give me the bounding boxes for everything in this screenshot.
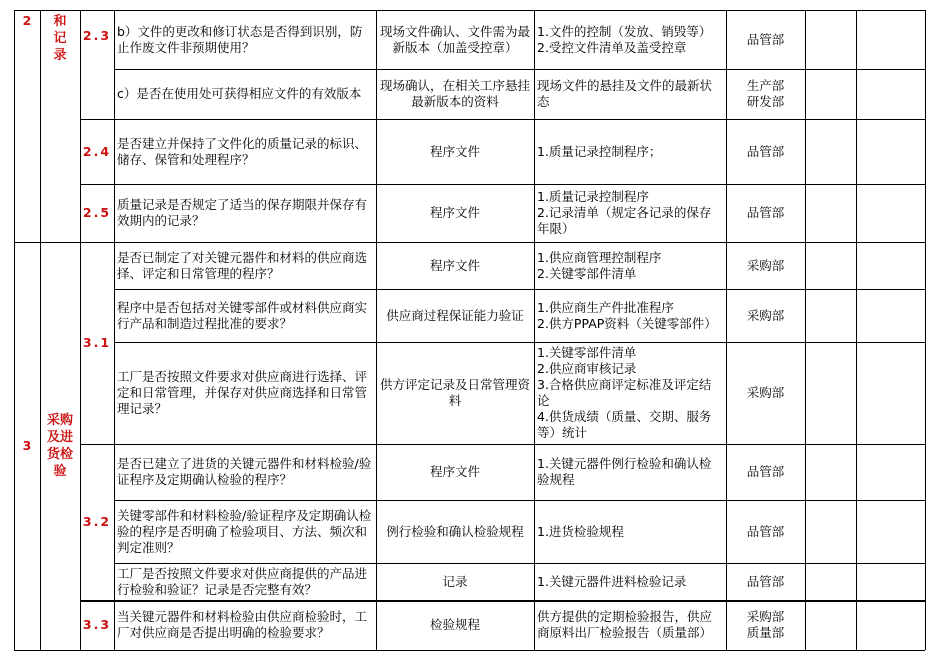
dept-3-1-b: 采购部 [746,307,785,323]
evidence-3-2-b: 1.进货检验规程 [537,523,624,539]
dept-3-2-b: 品管部 [746,523,785,539]
grid-line [114,10,115,650]
empty-cell-a-9 [805,563,856,600]
evidence-3-3: 供方提供的定期检验报告，供应商原料出厂检验报告（质量部） [537,609,713,640]
evidence-3-2-a: 1.关键元器件例行检验和确认检验规程 [537,456,712,487]
dept-2-4: 品管部 [746,143,785,159]
question-2-5: 质量记录是否规定了适当的保存期限并保存有效期内的记录？ [117,197,368,228]
question-3-3: 当关键元器件和材料检验由供应商检验时，工厂对供应商是否提出明确的检验要求？ [117,609,368,640]
grid-line [80,444,925,445]
method-3-1-a: 程序文件 [429,257,480,273]
empty-cell-a-4 [805,242,856,289]
dept-3-2-c: 品管部 [746,573,785,589]
clause-3-2: 3.2 [82,514,112,529]
grid-line [14,242,925,243]
section-2-title: 和记录 [53,14,67,63]
dept-3-3: 采购部 质量部 [746,609,785,640]
grid-line [114,563,925,564]
method-2-4: 程序文件 [429,143,480,159]
evidence-2-4: 1.质量记录控制程序； [537,143,662,159]
grid-line [114,69,925,70]
empty-cell-a-0 [805,10,856,69]
empty-cell-b-4 [856,242,925,289]
question-2-3-c: c）是否在使用处可获得相应文件的有效版本 [117,86,362,101]
evidence-2-3-c: 现场文件的悬挂及文件的最新状态 [537,78,713,109]
evidence-2-3-b: 1.文件的控制（发放、销毁等） 2.受控文件清单及盖受控章 [537,23,712,55]
empty-cell-b-6 [856,342,925,444]
dept-3-1-c: 采购部 [746,385,785,400]
dept-2-5: 品管部 [746,205,785,220]
evidence-3-1-b: 1.供应商生产件批准程序 2.供方PPAP资料（关键零部件） [537,299,717,331]
clause-3-1: 3.1 [82,335,112,350]
empty-cell-b-10 [856,600,925,650]
empty-cell-a-7 [805,444,856,500]
grid-line [376,10,377,650]
grid-line [80,600,925,602]
grid-line [805,10,806,650]
method-3-1-c: 供方评定记录及日常管理资料 [379,377,530,408]
empty-cell-b-3 [856,184,925,242]
evidence-3-1-c: 1.关键零部件清单 2.供应商审核记录 3.合格供应商评定标准及评定结论 4.供货成绩（质量、交期、服务等）统计 [537,345,712,440]
grid-line [40,10,41,650]
method-3-2-a: 程序文件 [429,464,480,479]
clause-2-5: 2.5 [82,205,112,220]
dept-3-2-a: 品管部 [746,464,785,479]
grid-line [726,10,727,650]
question-3-1-a: 是否已制定了对关键元器件和材料的供应商选择、评定和日常管理的程序？ [117,249,368,281]
grid-line [80,10,81,650]
grid-line [534,10,535,650]
method-2-3-b: 现场文件确认、文件需为最新版本（加盖受控章） [379,23,530,55]
grid-line [114,500,925,501]
empty-cell-a-6 [805,342,856,444]
empty-cell-a-1 [805,69,856,119]
empty-cell-b-5 [856,289,925,342]
grid-line [14,10,925,11]
empty-cell-b-2 [856,119,925,184]
empty-cell-a-8 [805,500,856,563]
method-3-1-b: 供应商过程保证能力验证 [386,307,524,323]
grid-line [114,289,925,290]
question-3-2-b: 关键零部件和材料检验/验证程序及定期确认检验的程序是否明确了检验项目、方法、频次和判定准则？ [117,507,372,555]
dept-2-3-c: 生产部 研发部 [746,78,785,109]
section-3-title: 采购及进货检验 [46,413,73,479]
empty-cell-a-10 [805,600,856,650]
grid-line [114,342,925,343]
clause-2-4: 2.4 [82,143,112,159]
grid-line [925,10,926,650]
evidence-2-5: 1.质量记录控制程序 2.记录清单（规定各记录的保存年限） [537,189,712,236]
clause-2-3: 2.3 [82,28,112,43]
question-3-2-a: 是否已建立了进货的关键元器件和材料检验/验证程序及定期确认检验的程序？ [117,456,372,487]
grid-line [80,119,925,120]
method-3-2-b: 例行检验和确认检验规程 [386,523,524,539]
dept-2-3-b: 品管部 [746,31,785,47]
question-3-2-c: 工厂是否按照文件要求对供应商提供的产品进行检验和验证？记录是否完整有效？ [117,565,368,597]
question-2-3-b: b）文件的更改和修订状态是否得到识别，防止作废文件非预期使用？ [117,23,363,55]
grid-line [856,10,857,650]
method-2-3-c: 现场确认，在相关工序悬挂最新版本的资料 [379,78,530,109]
method-2-5: 程序文件 [429,205,480,220]
section-3-number: 3 [22,438,32,453]
empty-cell-a-5 [805,289,856,342]
method-3-2-c: 记录 [442,573,468,589]
question-3-1-b: 程序中是否包括对关键零部件或材料供应商实行产品和制造过程批准的要求？ [117,299,368,331]
empty-cell-b-0 [856,10,925,69]
clause-3-3: 3.3 [82,617,112,632]
empty-cell-b-1 [856,69,925,119]
grid-line [14,10,15,650]
grid-line [14,650,925,651]
evidence-3-1-a: 1.供应商管理控制程序 2.关键零部件清单 [537,249,662,281]
empty-cell-a-3 [805,184,856,242]
section-2-number: 2 [22,13,32,28]
grid-line [80,184,925,185]
question-2-4: 是否建立并保持了文件化的质量记录的标识、储存、保管和处理程序？ [117,135,368,167]
empty-cell-b-8 [856,500,925,563]
dept-3-1-a: 采购部 [746,257,785,273]
question-3-1-c: 工厂是否按照文件要求对供应商进行选择、评定和日常管理，并保存对供应商选择和日常管理记录？ [117,369,368,416]
method-3-3: 检验规程 [429,617,480,632]
empty-cell-a-2 [805,119,856,184]
evidence-3-2-c: 1.关键元器件进料检验记录 [537,573,687,589]
empty-cell-b-9 [856,563,925,600]
empty-cell-b-7 [856,444,925,500]
